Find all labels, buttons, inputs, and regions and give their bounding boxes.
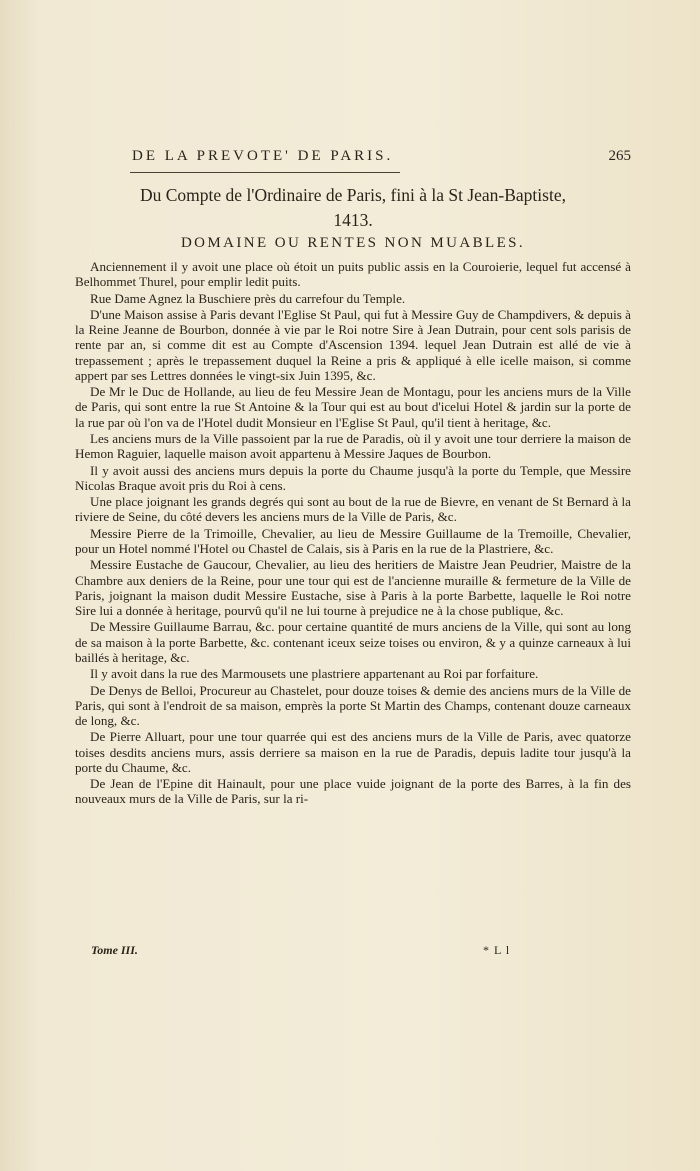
- title-line-1: Du Compte de l'Ordinaire de Paris, fini à la St Jean-Baptiste,: [140, 185, 566, 205]
- paragraph: Messire Pierre de la Trimoille, Chevalier, au lieu de Messire Guillaume de la Tremoille, Chevalier, pour un Hotel nommé l'Hotel ou Chastel de Calais, sis à Paris en la rue de la Plastriere, &c.: [75, 525, 631, 556]
- page-footer: [75, 943, 631, 961]
- paragraph: Il y avoit dans la rue des Marmousets une plastriere appartenant au Roi par forfaiture.: [90, 666, 539, 682]
- section-heading: DOMAINE OU RENTES NON MUABLES.: [180, 235, 526, 251]
- paragraph: Les anciens murs de la Ville passoient par la rue de Paradis, où il y avoit une tour derriere la maison de Hemon Raguier, laquelle maison avoit appartenu à Messire Jaques de Bourbon.: [75, 430, 631, 462]
- paragraph: De Mr le Duc de Hollande, au lieu de feu Messire Jean de Montagu, pour les anciens murs de la Ville de Paris, qui sont entre la rue St Antoine & la Tour qui est au bout d'icelui Hotel & jardin sur la porte de la rue par où l'on va de l'Hotel dudit Monsieur en l'Eglise St Paul, qu'il tient à heritage, &c.: [75, 384, 631, 430]
- paragraph: Messire Eustache de Gaucour, Chevalier, au lieu des heritiers de Maistre Jean Peudrier, Maistre de la Chambre aux deniers de la Reine, pour une tour qui est de l'ancienne muraille & fermeture de la Ville de Paris, joignant la maison dudit Messire Eustache, sise à Paris à la porte Barbette, laquelle le Roi notre Sire lui a donnée à heritage, pourvû qu'il ne lui tourne à prejudice ne à la chose publique, &c.: [75, 557, 631, 618]
- document-title: [75, 183, 631, 233]
- paragraph: De Messire Guillaume Barrau, &c. pour certaine quantité de murs anciens de la Ville, qui sont au long de sa maison à la porte Barbette, &c. contenant iceux seize toises ou environ, & y a quinze carneaux à lui baillés à heritage, &c.: [75, 619, 631, 665]
- signature-mark: * L l: [483, 943, 511, 957]
- running-title: DE LA PREVOTE' DE PARIS.: [132, 148, 394, 164]
- paragraph: De Denys de Belloi, Procureur au Chastelet, pour douze toises & demie des anciens murs de la Ville de Paris, qui sont à l'endroit de sa maison, emprès la porte St Martin des Champs, contenant douze carneaux de long, &c.: [75, 682, 631, 728]
- paragraph: Anciennement il y avoit une place où étoit un puits public assis en la Couroierie, lequel fut accensé à Belhommet Thurel, pour emplir ledit puits.: [75, 259, 631, 290]
- header-rule: [130, 172, 400, 173]
- body-text: [75, 259, 631, 808]
- paragraph: Rue Dame Agnez la Buschiere près du carrefour du Temple.: [90, 290, 406, 306]
- paragraph: Il y avoit aussi des anciens murs depuis la porte du Chaume jusqu'à la porte du Temple, que Messire Nicolas Braque avoit pris du Roi à cens.: [75, 462, 631, 493]
- paragraph: D'une Maison assise à Paris devant l'Eglise St Paul, qui fut à Messire Guy de Champdivers, & depuis à la Reine Jeanne de Bourbon, donnée à vie par le Roi notre Sire à Jean Dutrain, pour cent sols parisis de rente par an, si comme dit est au Compte d'Ascension 1394. lequel Jean Dutrain est allé de vie à trepassement ; après le trepassement duquel la Reine a pris & appliqué à elle icelle maison, si comme appert par ses Lettres données le vingt-six Juin 1395, &c.: [75, 306, 631, 383]
- volume-label: Tome III.: [91, 943, 138, 957]
- paragraph: Une place joignant les grands degrés qui sont au bout de la rue de Bievre, en venant de St Bernard à la riviere de Seine, du côté devers les anciens murs de la Ville de Paris, &c.: [75, 494, 631, 525]
- page-number: 265: [608, 148, 631, 164]
- paragraph: De Jean de l'Epine dit Hainault, pour une place vuide joignant de la porte des Barres, à la fin des nouveaux murs de la Ville de Paris, sur la ri-: [75, 776, 631, 807]
- title-line-2: 1413.: [333, 210, 373, 230]
- paragraph: De Pierre Alluart, pour une tour quarrée qui est des anciens murs de la Ville de Paris, avec quatorze toises desdits anciens murs, assis derriere sa maison en la rue de Paradis, depuis ladite tour jusqu'à la porte du Chaume, &c.: [75, 729, 631, 775]
